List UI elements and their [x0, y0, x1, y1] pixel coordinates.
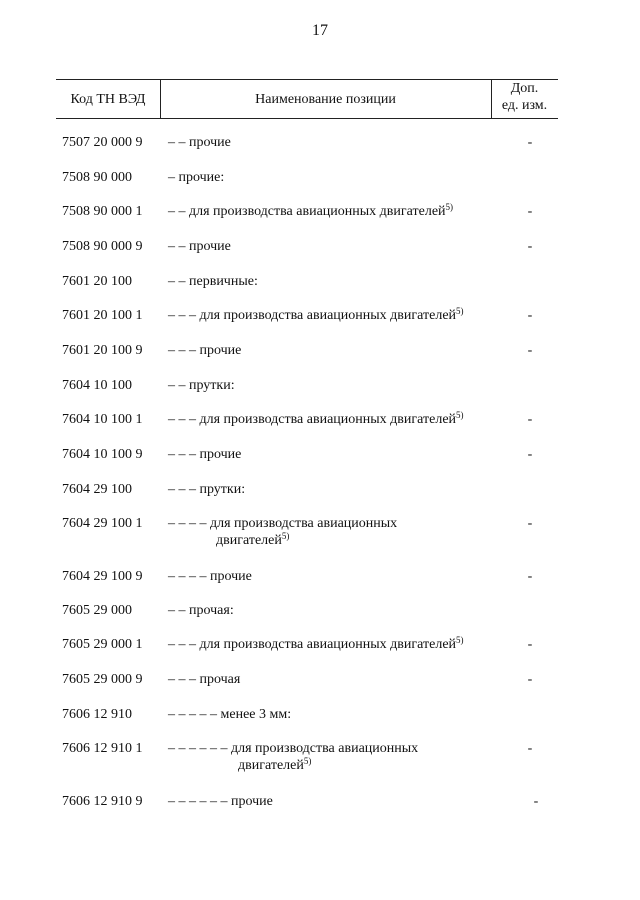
- unit-value: -: [527, 516, 533, 531]
- hs-code: 7604 29 100 9: [62, 569, 143, 584]
- position-name: [168, 740, 508, 774]
- position-text: прочие: [199, 447, 242, 462]
- footnote-marker: 5): [445, 202, 454, 212]
- hs-code: 7606 12 910 9: [62, 794, 143, 809]
- unit-value: -: [527, 637, 533, 652]
- hs-code: 7604 10 100 9: [62, 447, 143, 462]
- position-name: [168, 515, 508, 549]
- unit-value: -: [527, 569, 533, 584]
- position-text-line2: двигателей: [216, 533, 282, 548]
- position-text: для производства авиационных двигателей: [199, 308, 457, 323]
- position-name: [168, 134, 508, 151]
- indent-dashes: – – – –: [168, 516, 207, 531]
- position-name: [168, 411, 508, 428]
- hs-code: 7605 29 000 1: [62, 637, 143, 652]
- indent-dashes: – – –: [168, 637, 196, 652]
- unit-value: -: [527, 135, 533, 150]
- hs-code: 7508 90 000 9: [62, 239, 143, 254]
- position-text-line2: двигателей: [238, 758, 304, 773]
- position-text: менее 3 мм:: [220, 707, 292, 722]
- unit-value: -: [527, 412, 533, 427]
- position-text: прочие: [231, 794, 273, 809]
- unit-value: -: [527, 204, 533, 219]
- position-text: прочие:: [178, 170, 225, 185]
- hs-code: 7604 29 100 1: [62, 516, 143, 531]
- unit-value: -: [527, 308, 533, 323]
- position-text: первичные:: [189, 274, 258, 289]
- indent-dashes: – – –: [168, 343, 196, 358]
- footnote-marker: 5): [456, 410, 464, 420]
- hs-code: 7601 20 100 9: [62, 343, 143, 358]
- unit-value: -: [533, 794, 539, 809]
- hs-code: 7606 12 910 1: [62, 741, 143, 756]
- indent-dashes: – – –: [168, 672, 196, 687]
- unit-value: -: [527, 672, 533, 687]
- position-name: [168, 568, 508, 585]
- hs-code: 7604 10 100: [62, 378, 132, 393]
- position-name: [168, 636, 508, 653]
- position-name: [168, 238, 508, 255]
- indent-dashes: – – – –: [168, 569, 207, 584]
- position-name: [168, 793, 508, 810]
- column-header-name: Наименование позиции: [255, 92, 396, 107]
- hs-code: 7601 20 100: [62, 274, 132, 289]
- unit-value: -: [527, 343, 533, 358]
- hs-code: 7508 90 000: [62, 170, 132, 185]
- indent-dashes: – – – – –: [168, 707, 217, 722]
- position-text: прочие: [189, 239, 231, 254]
- hs-code: 7605 29 000: [62, 603, 132, 618]
- column-header-code: Код ТН ВЭД: [70, 92, 146, 107]
- position-text: для производства авиационных двигателей: [189, 204, 446, 219]
- footnote-marker: 5): [456, 306, 464, 316]
- footnote-marker: 5): [456, 635, 464, 645]
- position-text: для производства авиационных: [231, 741, 419, 756]
- page-number: 17: [312, 22, 328, 39]
- hs-code: 7508 90 000 1: [62, 204, 143, 219]
- indent-dashes: – – –: [168, 412, 196, 427]
- hs-code: 7604 10 100 1: [62, 412, 143, 427]
- position-name: [168, 169, 508, 186]
- indent-dashes: – –: [168, 603, 186, 618]
- indent-dashes: – –: [168, 274, 186, 289]
- indent-dashes: – – – – – –: [168, 741, 228, 756]
- unit-value: -: [527, 239, 533, 254]
- position-text: прочие: [189, 135, 231, 150]
- position-text: для производства авиационных: [210, 516, 398, 531]
- position-name: [168, 377, 508, 394]
- position-name: [168, 481, 508, 498]
- position-name: [168, 307, 508, 324]
- unit-value: -: [527, 447, 533, 462]
- position-text: прочая: [199, 672, 241, 687]
- position-text: прочая:: [189, 603, 234, 618]
- position-text-continued: [168, 532, 508, 549]
- indent-dashes: – –: [168, 204, 186, 219]
- position-name: [168, 203, 508, 220]
- indent-dashes: – –: [168, 239, 186, 254]
- indent-dashes: – – – – – –: [168, 794, 228, 809]
- position-text: для производства авиационных двигателей: [199, 412, 457, 427]
- position-text-continued: [168, 757, 508, 774]
- column-header-unit-line1: Доп.: [510, 81, 539, 96]
- indent-dashes: – –: [168, 135, 186, 150]
- footnote-marker: 5): [303, 756, 312, 766]
- indent-dashes: – – –: [168, 308, 196, 323]
- position-name: [168, 671, 508, 688]
- hs-code: 7606 12 910: [62, 707, 132, 722]
- position-name: [168, 446, 508, 463]
- position-name: [168, 342, 508, 359]
- position-text: прутки:: [199, 482, 246, 497]
- hs-code: 7604 29 100: [62, 482, 132, 497]
- indent-dashes: – –: [168, 378, 186, 393]
- hs-code: 7507 20 000 9: [62, 135, 143, 150]
- footnote-marker: 5): [281, 531, 290, 541]
- position-text: прочие: [199, 343, 242, 358]
- position-text: прочие: [210, 569, 252, 584]
- position-text: для производства авиационных двигателей: [199, 637, 457, 652]
- unit-value: -: [527, 741, 533, 756]
- indent-dashes: – – –: [168, 447, 196, 462]
- position-name: [168, 273, 508, 290]
- column-header-unit-line2: ед. изм.: [501, 98, 548, 113]
- position-text: прутки:: [189, 378, 235, 393]
- position-name: [168, 602, 508, 619]
- indent-dashes: –: [168, 170, 175, 185]
- hs-code: 7601 20 100 1: [62, 308, 143, 323]
- position-name: [168, 706, 508, 723]
- indent-dashes: – – –: [168, 482, 196, 497]
- hs-code: 7605 29 000 9: [62, 672, 143, 687]
